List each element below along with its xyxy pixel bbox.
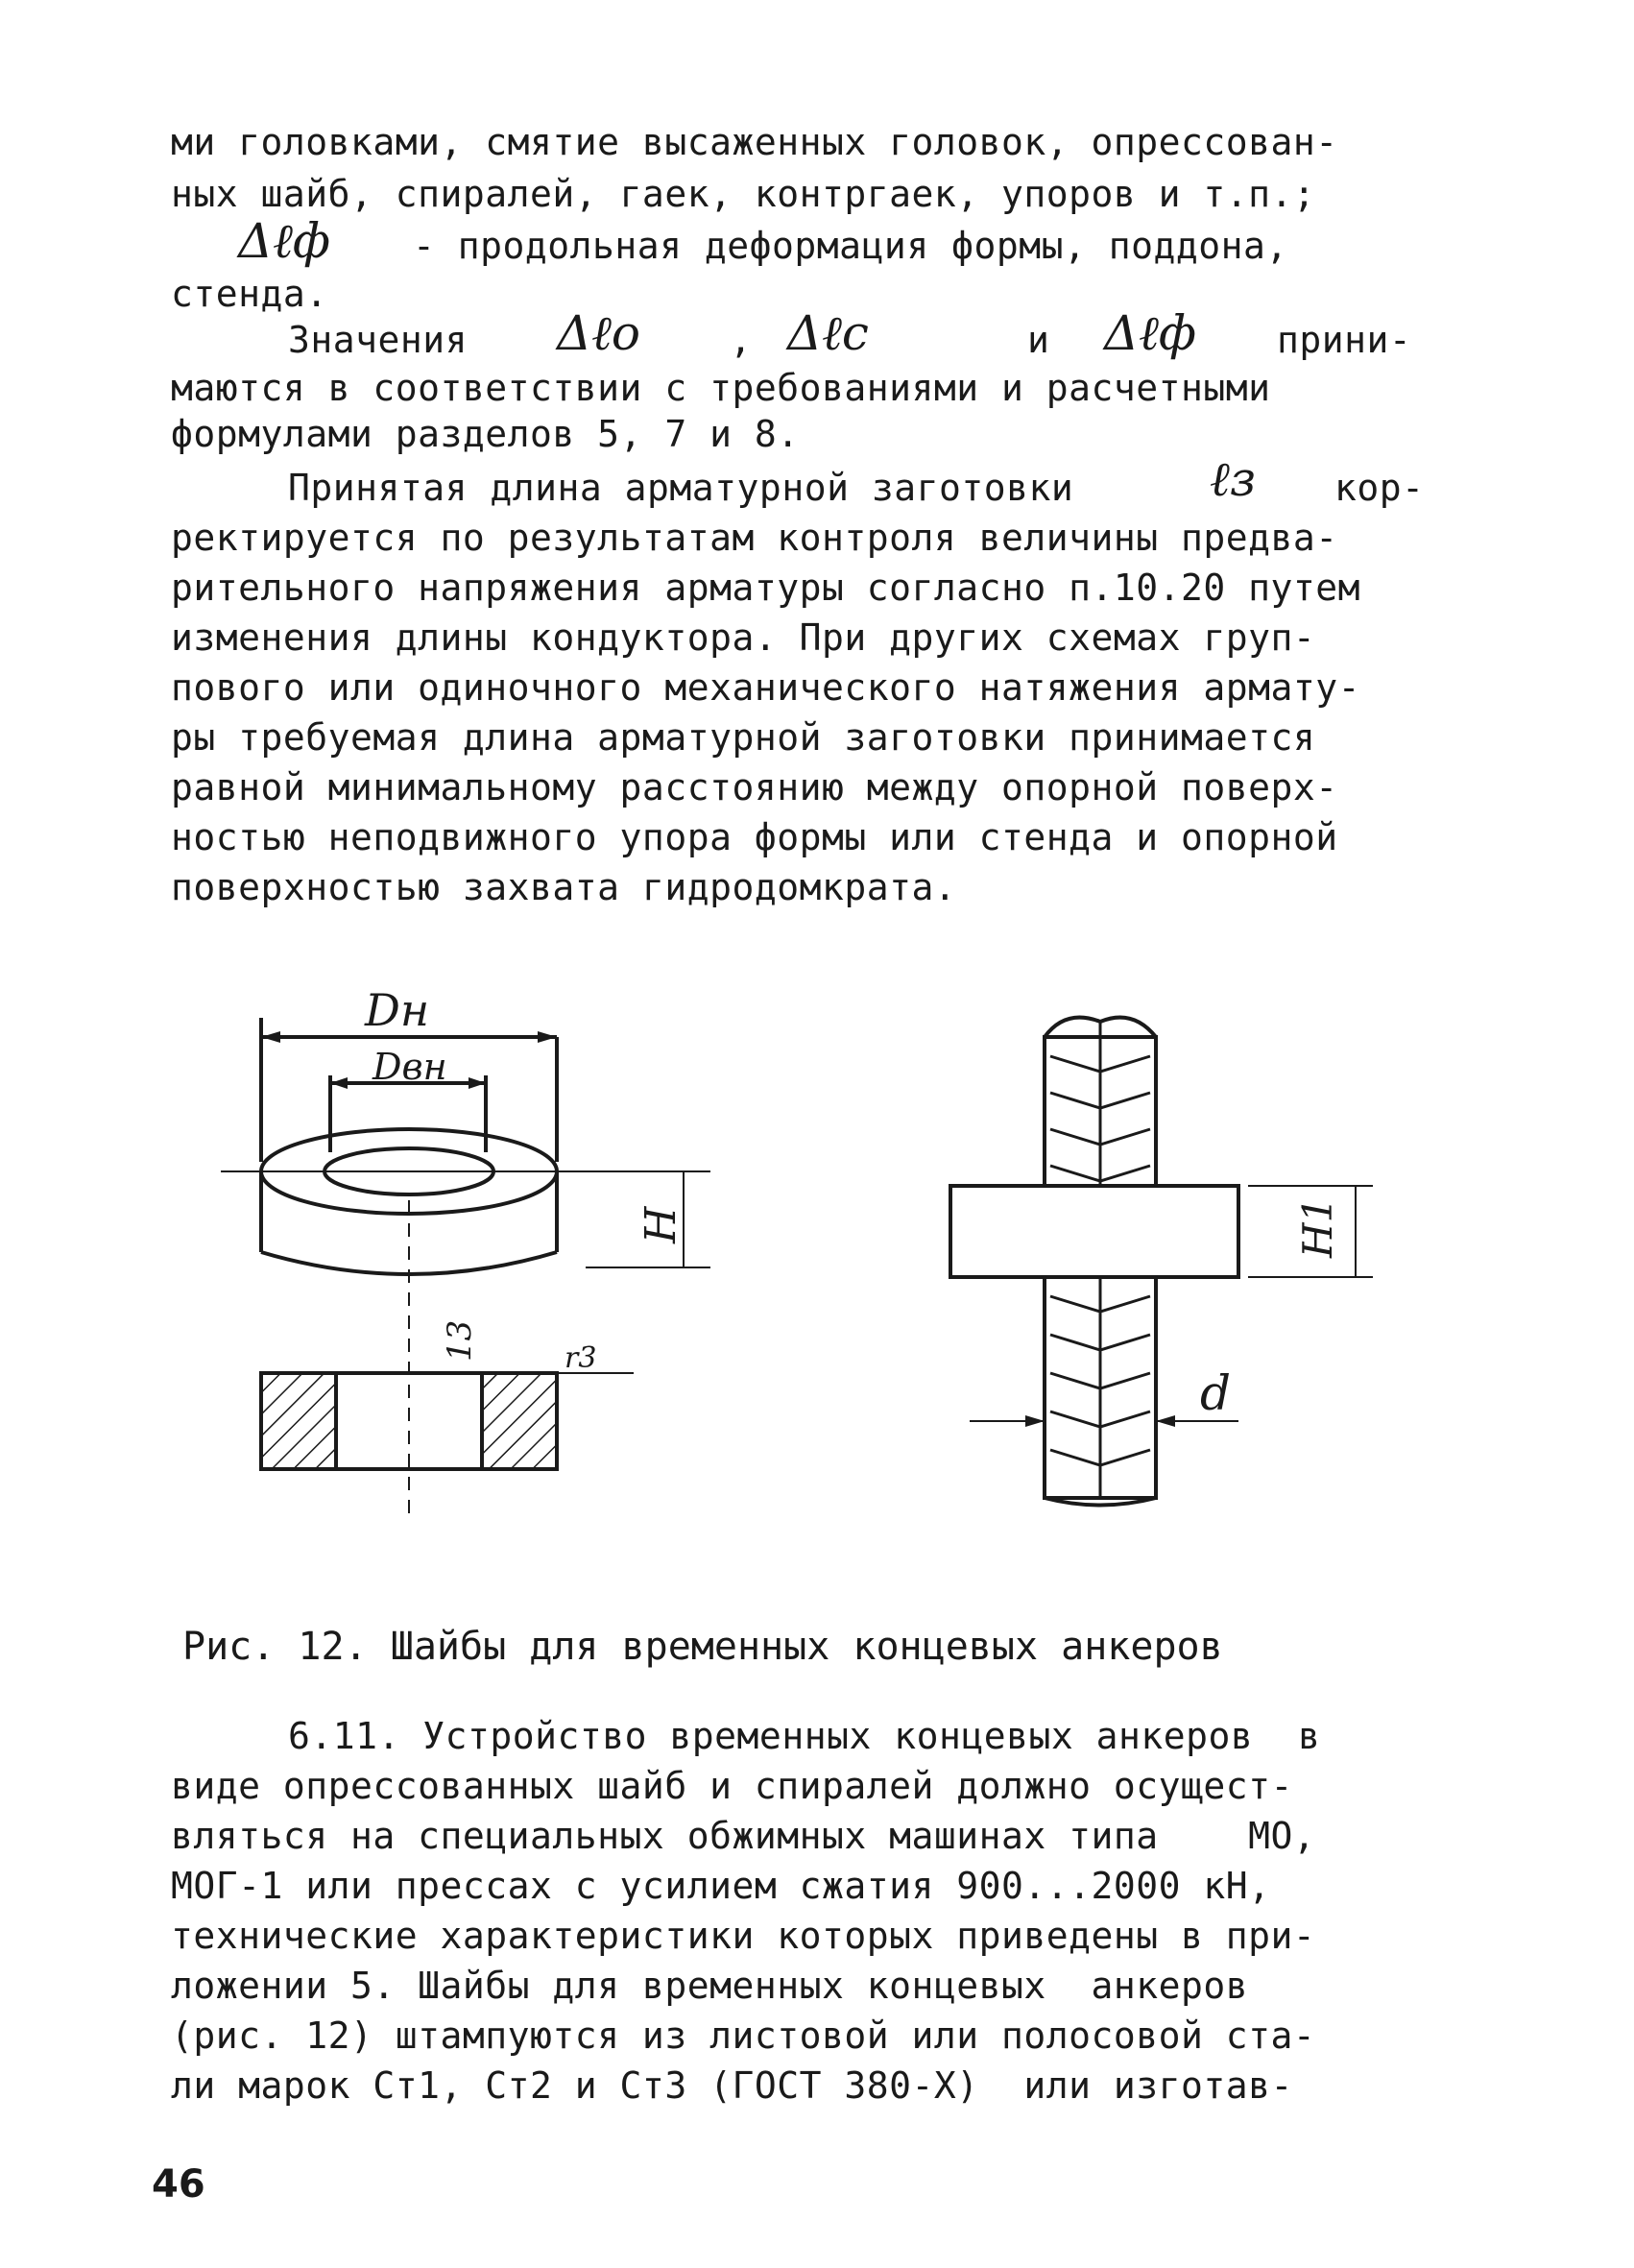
figure-12-drawing [0, 979, 1634, 1575]
delta-l-c-symbol: Δℓс [787, 305, 869, 361]
text-line: рительного напряжения арматуры согласно п.10.20 путем [171, 567, 1361, 609]
dim-label-h: H [637, 1206, 685, 1243]
text-line: Значения [288, 319, 469, 361]
page-number: 46 [152, 2162, 205, 2207]
figure-caption: Рис. 12. Шайбы для временных концевых анкеров [182, 1625, 1223, 1669]
l-z-symbol: ℓз [1210, 451, 1257, 507]
text-line: виде опрессованных шайб и спиралей должно осущест- [171, 1765, 1293, 1807]
dim-label-dn: Dн [365, 984, 430, 1036]
text-line: изменения длины кондуктора. При других схемах груп- [171, 616, 1316, 659]
dim-label-dvn: Dвн [372, 1046, 447, 1088]
delta-l-phi-symbol: Δℓф [238, 213, 331, 269]
text-line: пового или одиночного механического натяжения армату- [171, 666, 1361, 709]
text-line: технические характеристики которых приведены в при- [171, 1915, 1316, 1957]
text-line: ложении 5. Шайбы для временных концевых анкеров [171, 1965, 1249, 2007]
text-line: формулами разделов 5, 7 и 8. [171, 413, 800, 455]
text-line: вляться на специальных обжимных машинах типа МО, [171, 1815, 1316, 1857]
text-line: поверхностью захвата гидродомкрата. [171, 866, 957, 908]
text-line: ностью неподвижного упора формы или стенда и опорной [171, 816, 1338, 858]
delta-l-phi-symbol: Δℓф [1104, 305, 1197, 361]
text-line: ных шайб, спиралей, гаек, контргаек, упоров и т.п.; [171, 173, 1316, 215]
delta-l-o-symbol: Δℓо [557, 305, 641, 361]
text-line: прини- [1277, 319, 1412, 361]
text-line: ми головками, смятие высаженных головок, опрессован- [171, 121, 1338, 163]
text-line: равной минимальному расстоянию между опорной поверх- [171, 766, 1338, 808]
text-line: ры требуемая длина арматурной заготовки принимается [171, 716, 1316, 759]
text-line: маются в соответствии с требованиями и расчетными [171, 367, 1271, 409]
text-line: (рис. 12) штампуются из листовой или полосовой ста- [171, 2015, 1316, 2057]
text-line: - продольная деформация формы, поддона, [413, 225, 1288, 267]
text-line: и [1027, 319, 1050, 361]
text-line: МОГ-1 или прессах с усилием сжатия 900...2000 кН, [171, 1865, 1271, 1907]
text-line: 6.11. Устройство временных концевых анкеров в [288, 1715, 1321, 1757]
dim-label-l3: 13 [441, 1319, 479, 1362]
text-line: ли марок Ст1, Ст2 и Ст3 (ГОСТ 380-Х) или изготав- [171, 2064, 1293, 2107]
text-line: стенда. [171, 273, 328, 315]
dim-label-d: d [1200, 1365, 1232, 1421]
text-line: ректируется по результатам контроля величины предва- [171, 517, 1338, 559]
dim-label-r3: r3 [565, 1341, 597, 1375]
text-line: , [730, 319, 753, 361]
dim-label-h1: H1 [1294, 1196, 1341, 1258]
text-line: Принятая длина арматурной заготовки [288, 467, 1074, 509]
text-line: кор- [1334, 467, 1425, 509]
